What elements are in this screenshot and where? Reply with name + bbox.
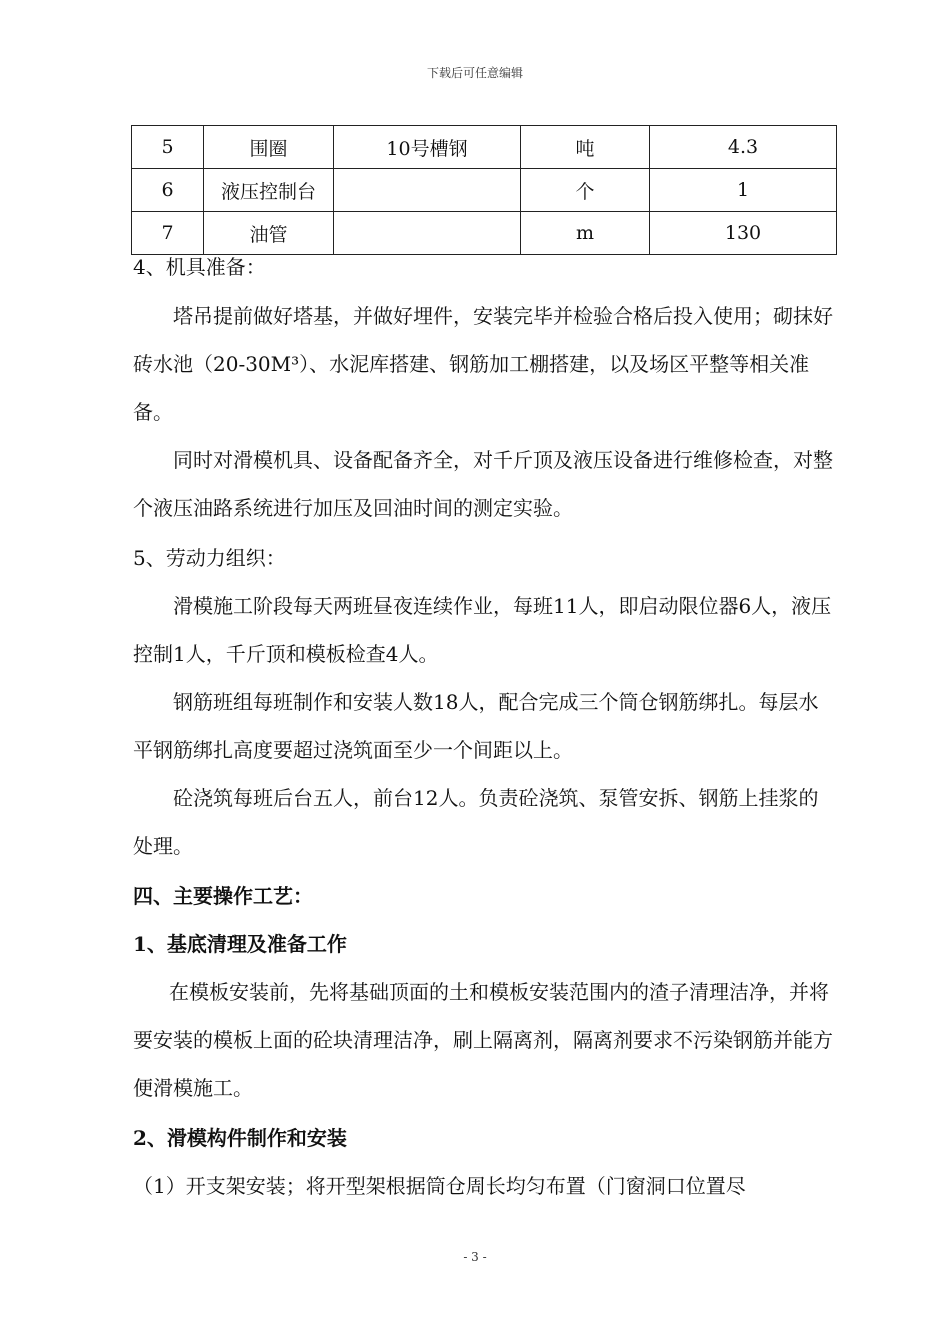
section-4-paragraph-1: 塔吊提前做好塔基，并做好埋件，安装完毕并检验合格后投入使用；砌抹好砖水池（20-30M³）、水泥库搭建、钢筋加工棚搭建，以及场区平整等相关准备。	[133, 304, 833, 424]
row-number: 5	[132, 126, 204, 169]
section-5-title: 5、劳动力组织：	[133, 546, 286, 570]
subsection-2-title: 2、滑模构件制作和安装	[133, 1126, 347, 1150]
item-name: 围圈	[204, 126, 334, 169]
item-spec: 10号槽钢	[334, 126, 521, 169]
item-unit: 个	[521, 169, 650, 212]
item-unit: m	[521, 212, 650, 255]
page-header: 下载后可任意编辑	[426, 66, 523, 80]
section-5-paragraph-1: 滑模施工阶段每天两班昼夜连续作业，每班11人，即启动限位器6人，液压控制1人，千斤顶和模板检查4人。	[133, 594, 832, 666]
item-unit: 吨	[521, 126, 650, 169]
item-name: 油管	[204, 212, 334, 255]
table-row	[132, 126, 837, 169]
subsection-1-paragraph: 在模板安装前，先将基础顶面的土和模板安装范围内的渣子清理洁净，并将要安装的模板上面的砼块清理洁净，刷上隔离剂，隔离剂要求不污染钢筋并能方便滑模施工。	[133, 980, 833, 1100]
table-row	[132, 169, 837, 212]
page-number: - 3 -	[463, 1250, 487, 1264]
materials-table	[131, 125, 837, 255]
item-qty: 1	[650, 169, 837, 212]
section-5-paragraph-3: 砼浇筑每班后台五人，前台12人。负责砼浇筑、泵管安拆、钢筋上挂浆的处理。	[133, 786, 819, 858]
chapter-4-title: 四、主要操作工艺：	[133, 884, 313, 908]
item-qty: 4.3	[650, 126, 837, 169]
section-4-title: 4、机具准备：	[133, 255, 266, 279]
subsection-2-paragraph: （1）开支架安装；将开型架根据筒仓周长均匀布置（门窗洞口位置尽	[133, 1174, 746, 1198]
item-qty: 130	[650, 212, 837, 255]
section-5-paragraph-2: 钢筋班组每班制作和安装人数18人，配合完成三个筒仓钢筋绑扎。每层水平钢筋绑扎高度要超过浇筑面至少一个间距以上。	[133, 690, 819, 762]
item-spec	[334, 169, 521, 212]
section-4-paragraph-2: 同时对滑模机具、设备配备齐全，对千斤顶及液压设备进行维修检查，对整个液压油路系统进行加压及回油时间的测定实验。	[133, 448, 833, 520]
item-name: 液压控制台	[204, 169, 334, 212]
row-number: 6	[132, 169, 204, 212]
subsection-1-title: 1、基底清理及准备工作	[133, 932, 347, 956]
row-number: 7	[132, 212, 204, 255]
